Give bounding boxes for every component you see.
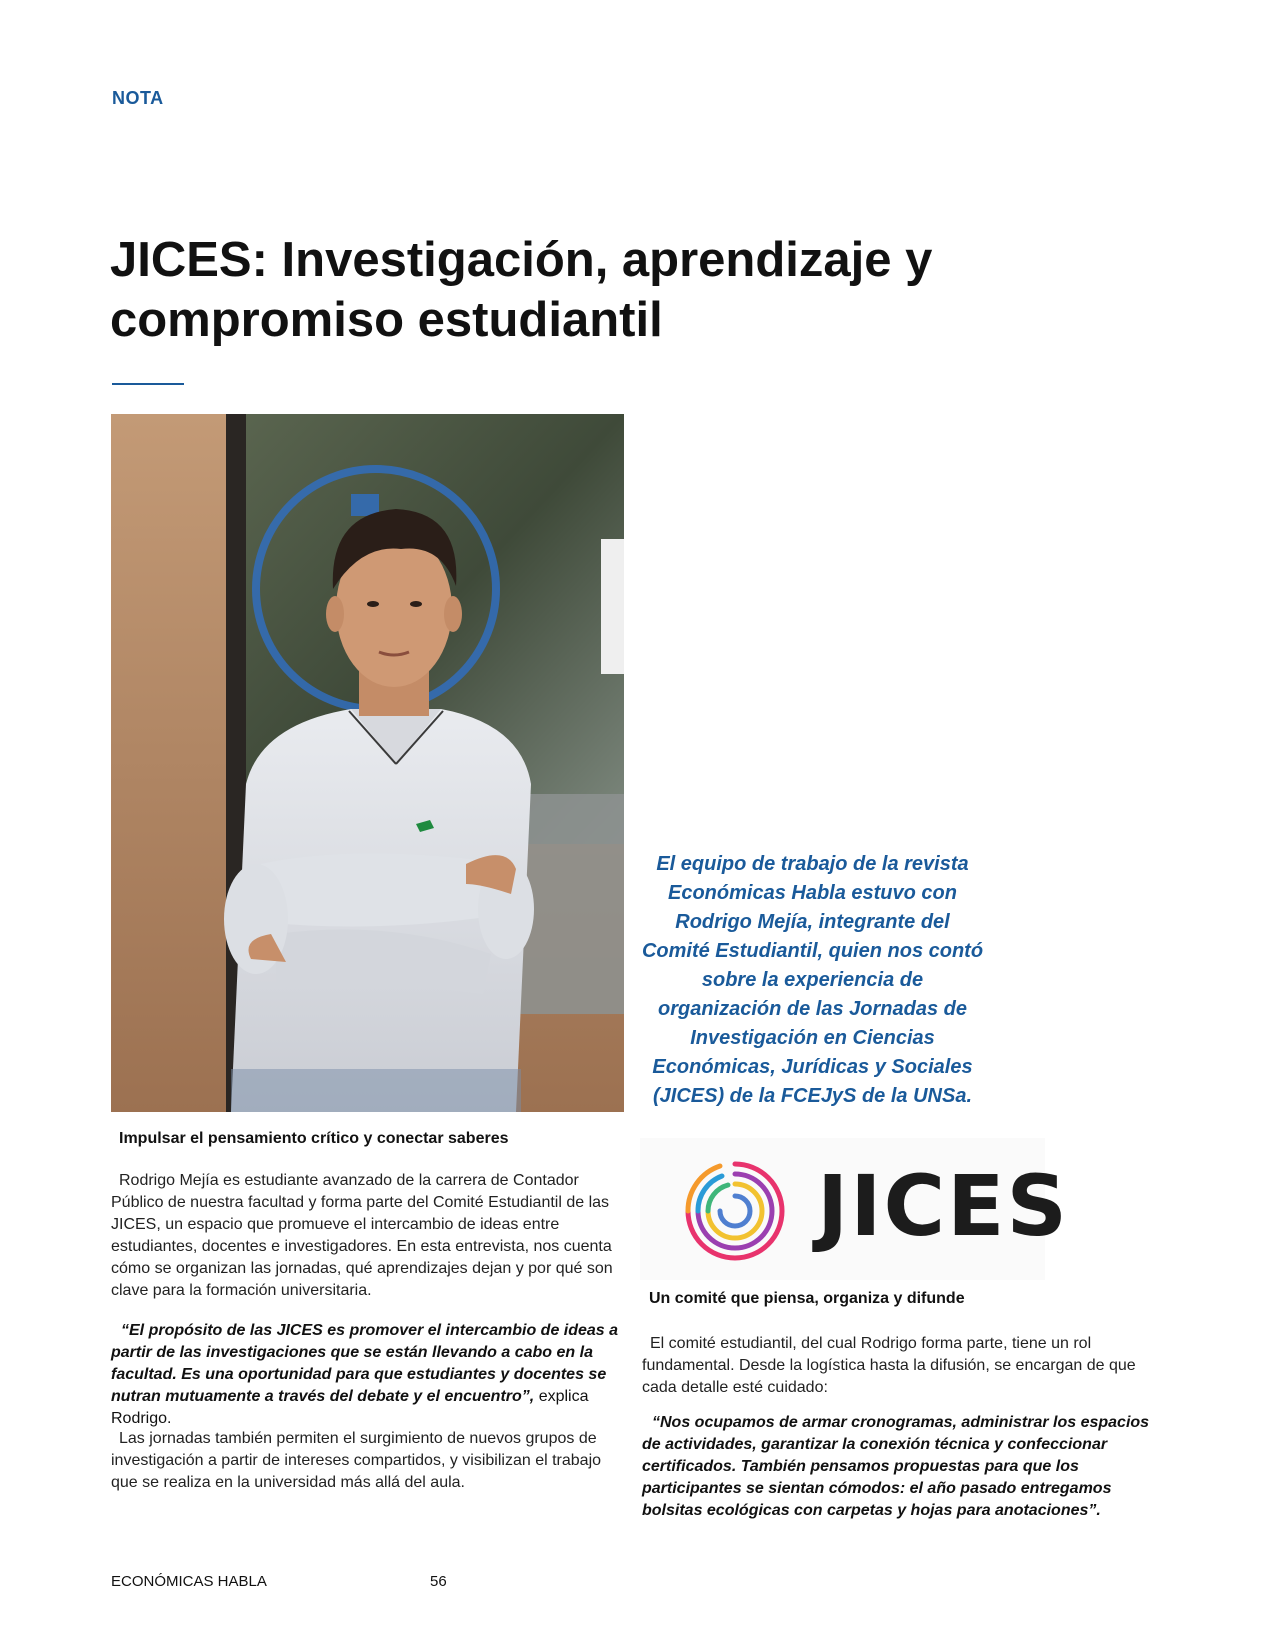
lead-paragraph: El equipo de trabajo de la revista Económicas Habla estuvo con Rodrigo Mejía, integrante del Comité Estudiantil, quien nos contó sobre la experiencia de organización de las Jornadas de Investigación en Ciencias Económicas, Jurídicas y Sociales (JICES) de la FCEJyS de la UNSa. bbox=[641, 853, 984, 1107]
page-number: 56 bbox=[430, 1573, 447, 1590]
right-subhead: Un comité que piensa, organiza y difunde bbox=[649, 1290, 965, 1307]
left-paragraph-2: Las jornadas también permiten el surgimiento de nuevos grupos de investigación a partir de intereses compartidos, y visibilizan el trabajo que se realiza en la universidad más allá del aula. bbox=[111, 1430, 602, 1491]
left-paragraph-1: Rodrigo Mejía es estudiante avanzado de la carrera de Contador Público de nuestra facultad y forma parte del Comité Estudiantil de las JICES, un espacio que promueve el intercambio de ideas entre estudiantes, docentes e investigadores. En esta entrevista, nos cuenta cómo se organizan las jornadas, qué aprendizajes dejan y por qué son clave para la formación universitaria. bbox=[111, 1172, 613, 1299]
title-underline bbox=[112, 383, 184, 385]
left-subhead: Impulsar el pensamiento crítico y conectar saberes bbox=[119, 1130, 509, 1147]
article-title: JICES: Investigación, aprendizaje y compromiso estudiantil bbox=[110, 233, 933, 347]
jices-logo-icon bbox=[680, 1156, 790, 1266]
left-quote-text: “El propósito de las JICES es promover el intercambio de ideas a partir de las investigaciones que se están llevando a cabo en la facultad. Es una oportunidad para que estudiantes y docentes se nutran mutuamente a través del debate y el encuentro”, bbox=[111, 1322, 619, 1405]
portrait-photo bbox=[111, 414, 624, 1112]
left-quote-attribution: explica Rodrigo. bbox=[111, 1388, 589, 1427]
right-quote: “Nos ocupamos de armar cronogramas, administrar los espacios de actividades, garantizar la conexión técnica y confeccionar certificados. También pensamos propuestas para que los participantes se sientan cómodos: el año pasado entregamos bolsitas ecológicas con carpetas y hojas para anotaciones”. bbox=[642, 1414, 1150, 1519]
jices-logo-text: JICES bbox=[817, 1157, 1070, 1255]
left-quote bbox=[111, 1320, 621, 1430]
right-paragraph-1: El comité estudiantil, del cual Rodrigo forma parte, tiene un rol fundamental. Desde la logística hasta la difusión, se encargan de que cada detalle esté cuidado: bbox=[642, 1335, 1136, 1396]
jices-logo bbox=[640, 1138, 1070, 1280]
footer-publication: ECONÓMICAS HABLA bbox=[111, 1573, 267, 1590]
section-tag: NOTA bbox=[112, 88, 164, 108]
